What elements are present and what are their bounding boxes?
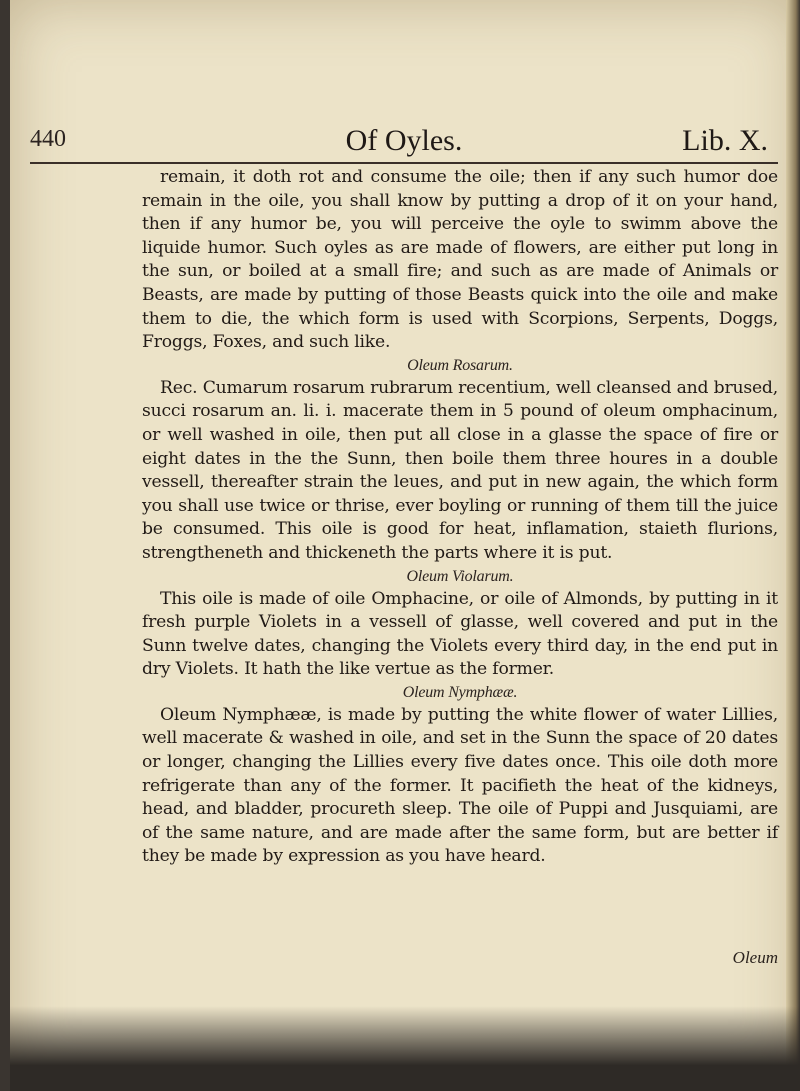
section-title-rosarum: Oleum Rosarum. xyxy=(407,356,513,374)
section-text-rosarum: Rec. Cumarum rosarum rubrarum recentium, well cleansed and brused, succi rosarum an. li. i. macerate them in 5 pound of oleum omphacinum, or well washed in oile, then put all close in a glasse the space of fire or eight dates in the the Sunn, then boile them three houres in a double vessell, thereafter strain the leues, and put in new again, the which form you shall use twice or thrise, ever boyling or running of them till the juice be consumed. This oile is good for heat, inflamation, staieth flurions, strengtheneth and thickeneth the parts where it is put. xyxy=(142,377,778,563)
section-text-violarum: This oile is made of oile Omphacine, or oile of Almonds, by putting in it fresh purple Violets in a vessell of glasse, well covered and put in the Sunn twelve dates, changing the Violets every third day, in the end put in dry Violets. It hath the like vertue as the former. xyxy=(142,588,778,680)
header-rule xyxy=(30,162,778,164)
paragraph-intro: remain, it doth rot and consume the oile; then if any such humor doe remain in the oile, you shall know by putting a drop of it on your hand, then if any humor be, you will perceive the oyle to swimm above the liquide humor. Such oyles as are made of flowers, are either put long in the sun, or boiled at a small fire; and such as are made of Animals or Beasts, are made by putting of those Beasts quick into the oile and make them to die, the which form is used with Scorpions, Serpents, Doggs, Froggs, Foxes, and such like. xyxy=(142,167,778,353)
book-reference: Lib. X. xyxy=(682,124,768,157)
page-edge xyxy=(786,0,800,1091)
section-text-nymphaeae: Oleum Nymphææ, is made by putting the white flower of water Lillies, well macerate & washed in oile, and set in the Sunn the space of 20 dates or longer, changing the Lillies every five dates once. This oile doth more refrigerate than any of the former. It pacifieth the heat of the kidneys, head, and bladder, procureth sleep. The oile of Puppi and Jusquiami, are of the same nature, and are made after the same form, but are better if they be made by expression as you have heard. xyxy=(142,704,778,867)
catchword: Oleum xyxy=(732,948,778,967)
section-title-violarum: Oleum Violarum. xyxy=(406,567,514,585)
section-title-nymphaeae: Oleum Nymphææ. xyxy=(402,683,518,701)
page-number: 440 xyxy=(30,126,66,152)
book-page xyxy=(10,0,800,1091)
running-title: Of Oyles. xyxy=(345,124,463,157)
page-header xyxy=(30,118,778,158)
body-text xyxy=(142,166,778,869)
scan-shadow xyxy=(10,1006,800,1091)
